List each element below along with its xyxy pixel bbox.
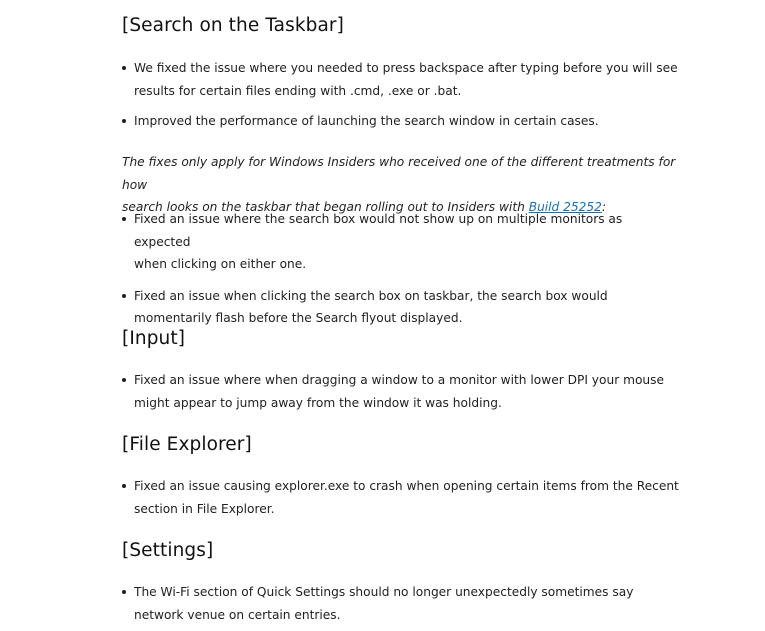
section-heading-file-explorer: [File Explorer] [122, 434, 252, 455]
list-item-line: We fixed the issue where you needed to press backspace after typing before you will see [134, 61, 678, 75]
list-item [122, 475, 679, 520]
list-item-line: might appear to jump away from the window it was holding. [134, 395, 502, 410]
list-item-line: Fixed an issue where when dragging a window to a monitor with lower DPI your mouse [134, 373, 664, 387]
list-item-line: Fixed an issue causing explorer.exe to crash when opening certain items from the Recent [134, 479, 679, 493]
build-link[interactable]: Build 25252 [528, 200, 602, 214]
list-item-line: network venue on certain entries. [134, 607, 341, 622]
list-item-line: results for certain files ending with .cmd, .exe or .bat. [134, 83, 462, 98]
bullet-list-settings [122, 581, 633, 626]
bullet-list-search [122, 57, 678, 133]
bullet-list-search-treatments [122, 208, 682, 330]
section-heading-settings: [Settings] [122, 540, 214, 561]
list-item [122, 57, 678, 102]
note-line: The fixes only apply for Windows Insiders who received one of the different treatments for how [122, 155, 676, 192]
list-item [122, 581, 633, 626]
note-line-suffix: : [601, 200, 607, 214]
section-heading-search: [Search on the Taskbar] [122, 15, 344, 36]
list-item-line: momentarily flash before the Search flyout displayed. [134, 311, 463, 325]
list-item [122, 285, 682, 330]
list-item-line: section in File Explorer. [134, 501, 275, 516]
list-item [122, 369, 664, 414]
section-heading-input: [Input] [122, 328, 186, 349]
list-item [122, 110, 678, 133]
bullet-list-file-explorer [122, 475, 679, 520]
list-item-line: Fixed an issue where the search box would not show up on multiple monitors as expected [134, 212, 623, 249]
list-item [122, 208, 682, 276]
list-item-line: when clicking on either one. [134, 257, 307, 271]
note-line-prefix: search looks on the taskbar that began rolling out to Insiders with [122, 200, 529, 214]
list-item-line: The Wi-Fi section of Quick Settings should no longer unexpectedly sometimes say [134, 585, 634, 599]
list-item-line: Improved the performance of launching the search window in certain cases. [134, 114, 599, 128]
bullet-list-input [122, 369, 664, 414]
list-item-line: Fixed an issue when clicking the search box on taskbar, the search box would [134, 288, 608, 303]
